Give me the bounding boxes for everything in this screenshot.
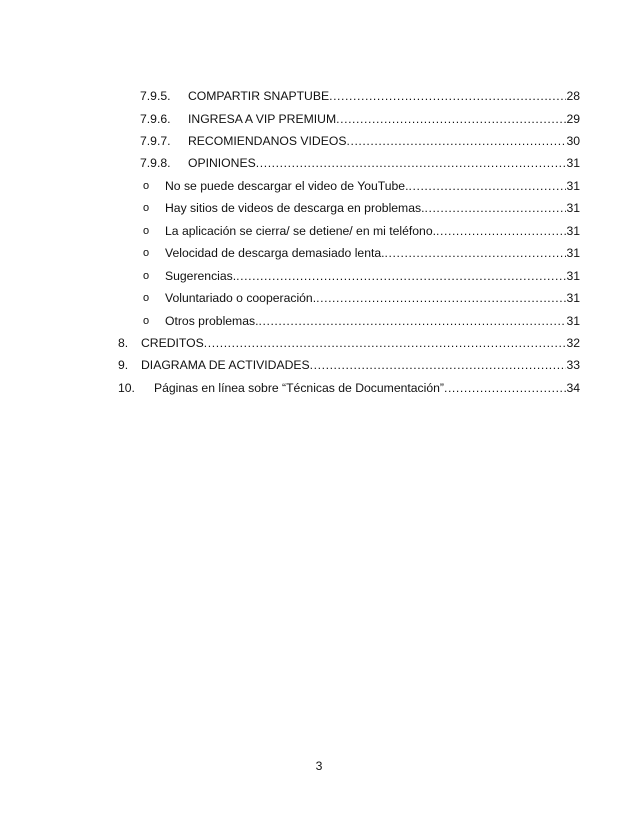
toc-entry-title[interactable]: Hay sitios de videos de descarga en problemas. (165, 201, 425, 215)
toc-entry-title[interactable]: CREDITOS (141, 336, 204, 350)
dot-leader (329, 87, 566, 105)
toc-entry-page: 31 (566, 201, 580, 215)
toc-entry-title[interactable]: OPINIONES (188, 156, 256, 170)
toc-entry-page: 32 (566, 336, 580, 350)
dot-leader (316, 289, 566, 307)
toc-entry-page: 31 (566, 179, 580, 193)
toc-entry-number: 9. (118, 358, 129, 372)
dot-leader (346, 132, 566, 150)
toc-entry-number: 7.9.5. (140, 89, 171, 103)
toc-entry[interactable] (0, 110, 638, 128)
toc-entry-title[interactable]: INGRESA A VIP PREMIUM (188, 112, 337, 126)
dot-leader (204, 334, 567, 352)
bullet-marker: o (143, 292, 150, 304)
toc-entry[interactable] (0, 222, 638, 240)
toc-entry-title[interactable]: Velocidad de descarga demasiado lenta. (165, 246, 385, 260)
toc-entry[interactable] (0, 244, 638, 262)
toc-entry[interactable] (0, 177, 638, 195)
toc-entry[interactable] (0, 379, 638, 397)
toc-entry-title[interactable]: Voluntariado o cooperación. (165, 291, 317, 305)
bullet-marker: o (143, 315, 150, 327)
toc-entry-page: 34 (566, 381, 580, 395)
bullet-marker: o (143, 180, 150, 192)
toc-entry-page: 31 (566, 246, 580, 260)
toc-entry-number: 7.9.8. (140, 156, 171, 170)
toc-entry-title[interactable]: La aplicación se cierra/ se detiene/ en mi teléfono. (165, 224, 436, 238)
toc-entry-number: 7.9.7. (140, 134, 171, 148)
bullet-marker: o (143, 270, 150, 282)
toc-entry-title[interactable]: Sugerencias. (165, 269, 237, 283)
bullet-marker: o (143, 225, 150, 237)
toc-entry[interactable] (0, 154, 638, 172)
toc-entry-title[interactable]: Otros problemas. (165, 314, 259, 328)
toc-entry[interactable] (0, 356, 638, 374)
toc-entry-title[interactable]: RECOMIENDANOS VIDEOS (188, 134, 347, 148)
toc-entry-page: 31 (566, 291, 580, 305)
toc-entry-title[interactable]: DIAGRAMA DE ACTIVIDADES (141, 358, 310, 372)
toc-entry-page: 31 (566, 156, 580, 170)
page-number: 3 (315, 759, 323, 773)
toc-entry-page: 31 (566, 314, 580, 328)
dot-leader (424, 199, 566, 217)
toc-entry-page: 28 (566, 89, 580, 103)
toc-entry-title[interactable]: COMPARTIR SNAPTUBE (188, 89, 330, 103)
dot-leader (385, 244, 567, 262)
dot-leader (436, 222, 566, 240)
toc-entry[interactable] (0, 87, 638, 105)
toc-entry[interactable] (0, 199, 638, 217)
dot-leader (256, 154, 567, 172)
toc-entry[interactable] (0, 289, 638, 307)
bullet-marker: o (143, 247, 150, 259)
toc-entry-page: 29 (566, 112, 580, 126)
toc-entry-page: 33 (566, 358, 580, 372)
toc-entry-number: 10. (118, 381, 135, 395)
toc-entry-page: 31 (566, 269, 580, 283)
toc-entry-title[interactable]: Páginas en línea sobre “Técnicas de Documentación” (154, 381, 444, 395)
dot-leader (236, 267, 566, 285)
toc-entry[interactable] (0, 334, 638, 352)
toc-entry[interactable] (0, 267, 638, 285)
bullet-marker: o (143, 202, 150, 214)
dot-leader (444, 379, 566, 397)
toc-entry-number: 7.9.6. (140, 112, 171, 126)
toc-entry[interactable] (0, 132, 638, 150)
toc-entry-page: 31 (566, 224, 580, 238)
toc-entry-number: 8. (118, 336, 129, 350)
dot-leader (408, 177, 566, 195)
dot-leader (310, 356, 567, 374)
toc-entry[interactable] (0, 312, 638, 330)
toc-entry-page: 30 (566, 134, 580, 148)
dot-leader (336, 110, 566, 128)
dot-leader (258, 312, 566, 330)
toc-entry-title[interactable]: No se puede descargar el video de YouTube. (165, 179, 409, 193)
